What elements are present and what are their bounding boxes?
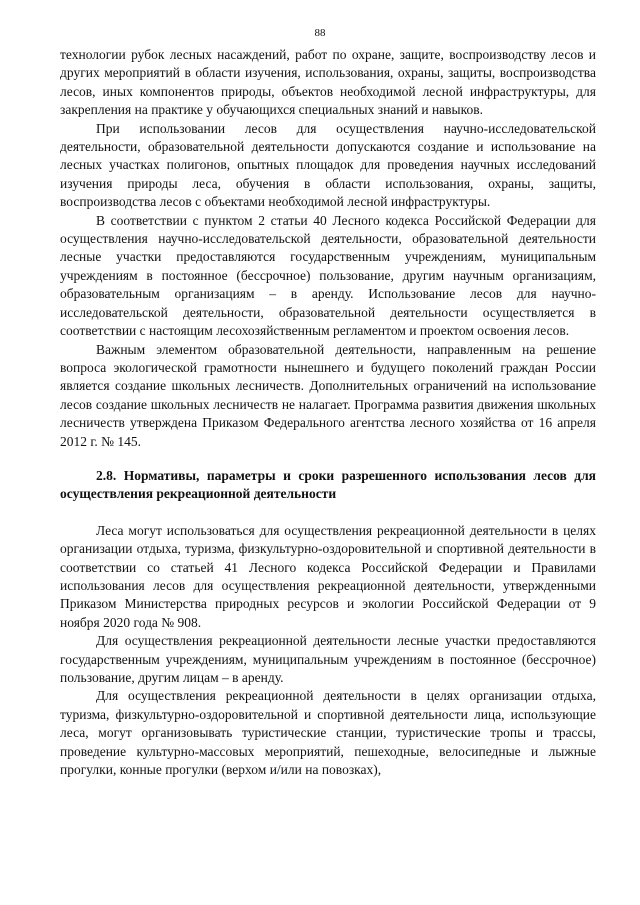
- section-heading: 2.8. Нормативы, параметры и сроки разрешенного использования лесов для осуществления рекреационной деятельности: [60, 467, 596, 502]
- paragraph: Леса могут использоваться для осуществления рекреационной деятельности в целях организации отдыха, туризма, физкультурно-оздоровительной и спортивной деятельности в соответствии со статьей 41 Лесного кодекса Российской Федерации и Правилами использования лесов для осуществления рекреационной деятельности, утвержденными Приказом Министерства природных ресурсов и экологии Российской Федерации от 9 ноября 2020 года № 908.: [60, 522, 596, 630]
- page-number: 88: [314, 27, 326, 39]
- paragraph: При использовании лесов для осуществления научно-исследовательской деятельности, образовательной деятельности допускаются создание и использование на лесных участках полигонов, опытных площадок для проведения научных исследований изучения природы леса, обучения в области использования, охраны, защиты, воспроизводства лесов с объектами необходимой лесной инфраструктуры.: [60, 120, 596, 210]
- paragraph: технологии рубок лесных насаждений, работ по охране, защите, воспроизводству лесов и других мероприятий в области изучения, использования, охраны, защиты, воспроизводства лесов, иных компонентов природы, объектов необходимой лесной инфраструктуры, для закрепления на практике у обучающихся специальных знаний и навыков.: [60, 47, 596, 118]
- section-spacer: [60, 504, 596, 522]
- paragraph: Для осуществления рекреационной деятельности в целях организации отдыха, туризма, физкультурно-оздоровительной и спортивной деятельности лица, использующие леса, могут организовывать туристические станции, туристические тропы и трассы, проведение культурно-массовых мероприятий, пешеходные, велосипедные и лыжные прогулки, конные прогулки (верхом и/или на повозках),: [60, 688, 596, 778]
- paragraph: Важным элементом образовательной деятельности, направленным на решение вопроса экологической грамотности нынешнего и будущего поколений граждан России является создание школьных лесничеств. Дополнительных ограничений на использование лесов создание школьных лесничеств не налагает. Программа развития движения школьных лесничеств утверждена Приказом Федерального агентства лесного хозяйства от 16 апреля 2012 г. № 145.: [60, 341, 596, 449]
- paragraph: Для осуществления рекреационной деятельности лесные участки предоставляются государственным учреждениям, муниципальным учреждениям в постоянное (бессрочное) пользование, другим лицам – в аренду.: [60, 633, 596, 685]
- document-body: [60, 46, 596, 779]
- paragraph: В соответствии с пунктом 2 статьи 40 Лесного кодекса Российской Федерации для осуществления научно-исследовательской деятельности, образовательной деятельности лесные участки предоставляются государственным учреждениям, муниципальным учреждениям в постоянное (бессрочное) пользование, другим научным организациям, образовательным организациям – в аренду. Использование лесов для научно-исследовательской деятельности, образовательной деятельности осуществляется в соответствии с настоящим лесохозяйственным регламентом и проектом освоения лесов.: [60, 212, 596, 339]
